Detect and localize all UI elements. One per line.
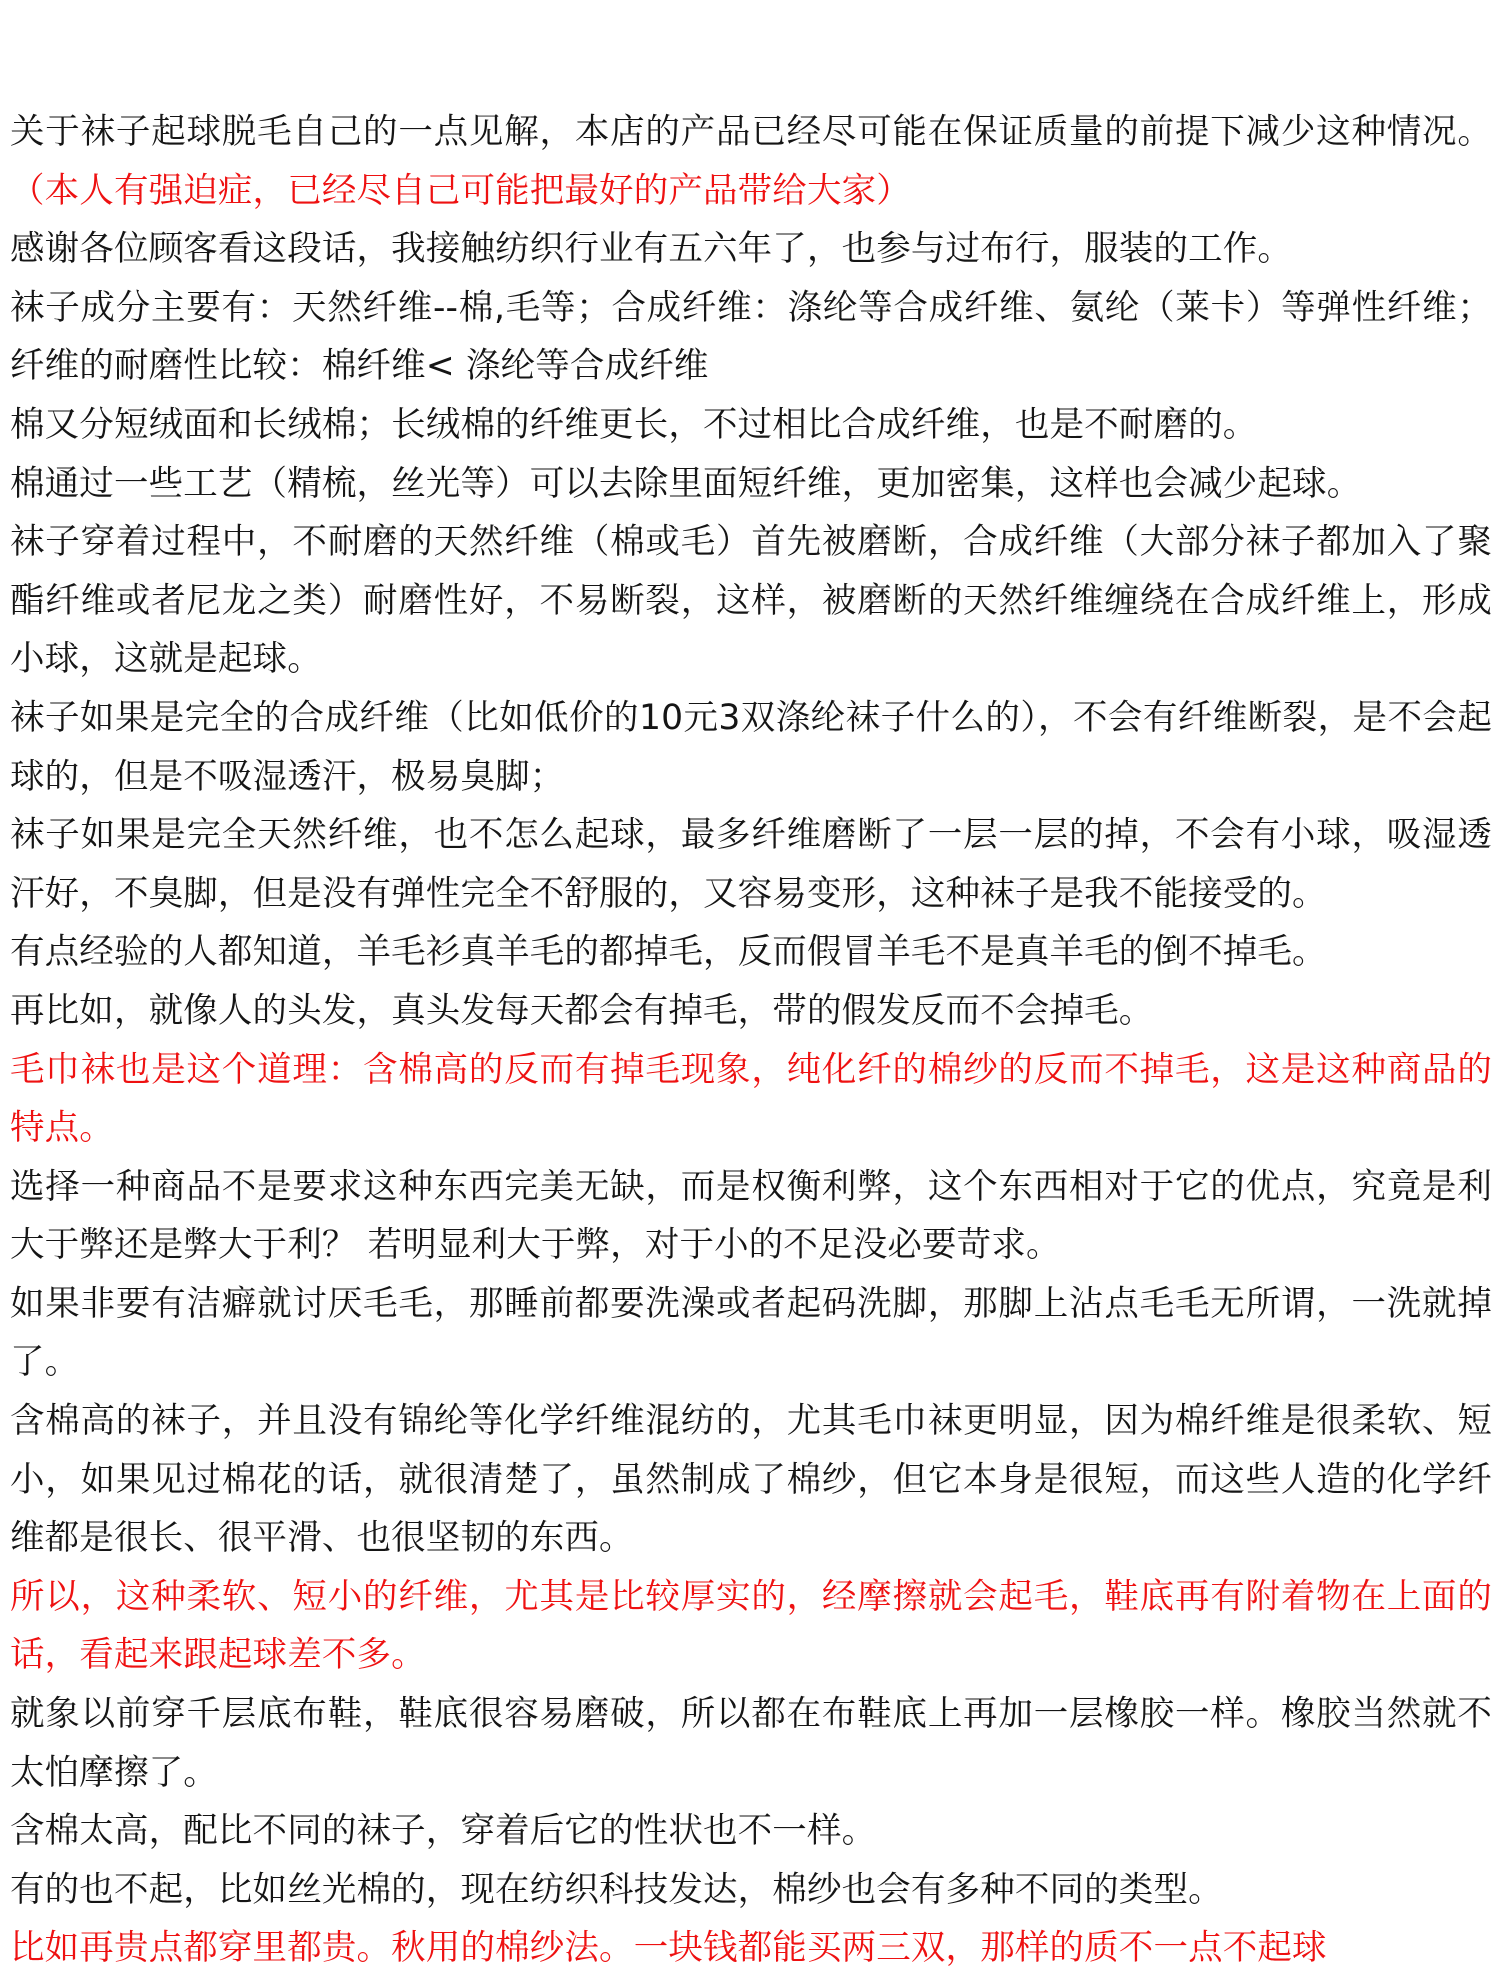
highlight-segment: （本人有强迫症，已经尽自己可能把最好的产品带给大家） bbox=[10, 170, 911, 211]
paragraph-pilling-intro bbox=[10, 103, 1492, 220]
paragraph-thanks: 感谢各位顾客看这段话，我接触纺织行业有五六年了，也参与过布行，服装的工作。 bbox=[10, 229, 1293, 270]
paragraph-high-cotton: 含棉高的袜子，并且没有锦纶等化学纤维混纺的，尤其毛巾袜更明显，因为棉纤维是很柔软、短小，如果见过棉花的话，就很清楚了，虽然制成了棉纱，但它本身是很短，而这些人造的化学纤维都是很长、很平滑、也很坚韧的东西。 bbox=[10, 1401, 1492, 1559]
paragraph-natural-socks: 袜子如果是完全天然纤维，也不怎么起球，最多纤维磨断了一层一层的掉，不会有小球，吸湿透汗好，不臭脚，但是没有弹性完全不舒服的，又容易变形，这种袜子是我不能接受的。 bbox=[10, 815, 1492, 914]
paragraph-cutoff-highlight: 比如再贵点都穿里都贵。秋用的棉纱法。一块钱都能买两三双，那样的质不一点不起球 bbox=[10, 1928, 1327, 1969]
paragraph-cloth-shoes: 就象以前穿千层底布鞋，鞋底很容易磨破，所以都在布鞋底上再加一层橡胶一样。橡胶当然就不太怕摩擦了。 bbox=[10, 1694, 1492, 1793]
article-body bbox=[10, 103, 1492, 1969]
paragraph-cleanliness: 如果非要有洁癖就讨厌毛毛，那睡前都要洗澡或者起码洗脚，那脚上沾点毛毛无所谓，一洗就掉了。 bbox=[10, 1283, 1492, 1383]
text-segment: 关于袜子起球脱毛自己的一点见解，本店的产品已经尽可能在保证质量的前提下减少这种情况。 bbox=[10, 112, 1492, 152]
paragraph-friction-highlight: 所以，这种柔软、短小的纤维，尤其是比较厚实的，经摩擦就会起毛，鞋底再有附着物在上面的话，看起来跟起球差不多。 bbox=[10, 1576, 1492, 1676]
paragraph-towel-sock-highlight: 毛巾袜也是这个道理：含棉高的反而有掉毛现象，纯化纤的棉纱的反而不掉毛，这是这种商品的特点。 bbox=[10, 1049, 1492, 1149]
paragraph-synthetic-socks: 袜子如果是完全的合成纤维（比如低价的10元3双涤纶袜子什么的），不会有纤维断裂，是不会起球的，但是不吸湿透汗，极易臭脚； bbox=[10, 697, 1492, 797]
paragraph-wool-example: 有点经验的人都知道，羊毛衫真羊毛的都掉毛，反而假冒羊毛不是真羊毛的倒不掉毛。 bbox=[10, 932, 1327, 973]
paragraph-hair-example: 再比如，就像人的头发，真头发每天都会有掉毛，带的假发反而不会掉毛。 bbox=[10, 990, 1154, 1031]
paragraph-sock-composition: 袜子成分主要有：天然纤维--棉,毛等；合成纤维：涤纶等合成纤维、氨纶（莱卡）等弹性纤维；纤维的耐磨性比较：棉纤维< 涤纶等合成纤维 bbox=[10, 287, 1492, 387]
paragraph-cotton-types: 棉又分短绒面和长绒棉；长绒棉的纤维更长，不过相比合成纤维，也是不耐磨的。 bbox=[10, 404, 1258, 445]
paragraph-pilling-cause: 袜子穿着过程中，不耐磨的天然纤维（棉或毛）首先被磨断，合成纤维（大部分袜子都加入了聚酯纤维或者尼龙之类）耐磨性好，不易断裂，这样，被磨断的天然纤维缠绕在合成纤维上，形成小球，这就是起球。 bbox=[10, 522, 1492, 680]
paragraph-cotton-processing: 棉通过一些工艺（精梳，丝光等）可以去除里面短纤维，更加密集，这样也会减少起球。 bbox=[10, 463, 1362, 504]
paragraph-ratio: 含棉太高，配比不同的袜子，穿着后它的性状也不一样。 bbox=[10, 1811, 877, 1852]
paragraph-mercerized: 有的也不起，比如丝光棉的，现在纺织科技发达，棉纱也会有多种不同的类型。 bbox=[10, 1869, 1223, 1910]
paragraph-tradeoff: 选择一种商品不是要求这种东西完美无缺，而是权衡利弊，这个东西相对于它的优点，究竟是利大于弊还是弊大于利？ 若明显利大于弊，对于小的不足没必要苛求。 bbox=[10, 1166, 1492, 1266]
